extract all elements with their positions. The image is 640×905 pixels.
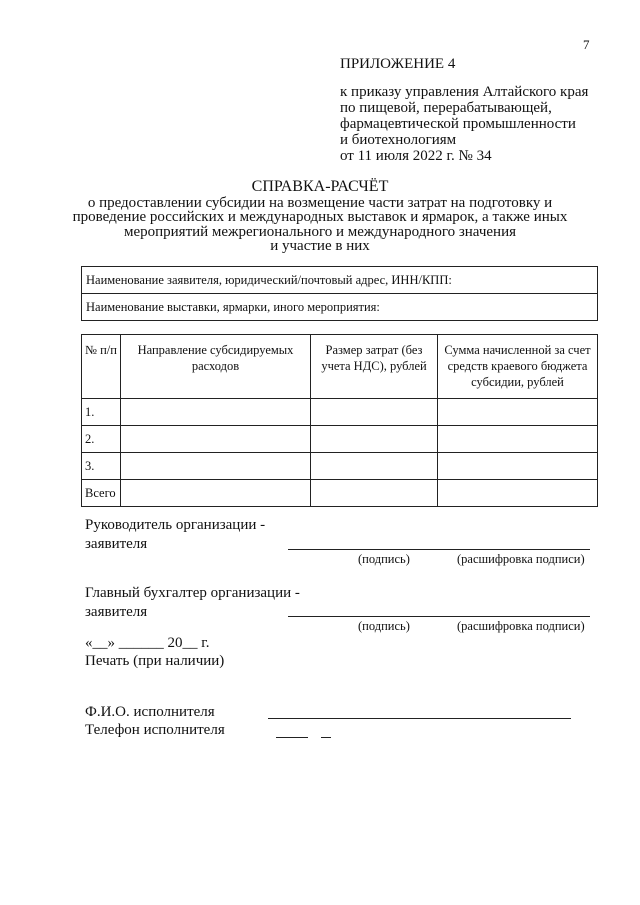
appendix-line: от 11 июля 2022 г. № 34 xyxy=(340,148,492,164)
header-cost: Размер затрат (без учета НДС), рублей xyxy=(311,335,438,399)
accountant-signature-label xyxy=(85,584,300,622)
appendix-line: фармацевтической промышленности xyxy=(340,116,576,132)
table-cell xyxy=(438,399,598,426)
table-cell xyxy=(121,480,311,507)
table-row xyxy=(82,453,598,480)
label-line: заявителя xyxy=(85,604,148,620)
table-cell xyxy=(311,399,438,426)
event-cell: Наименование выставки, ярмарки, иного мероприятия: xyxy=(82,294,598,321)
label-line: Руководитель организации - xyxy=(85,517,266,533)
head-signature-label xyxy=(85,516,265,554)
signature-line xyxy=(288,549,590,550)
subtitle-line: мероприятий межрегионального и международного значения xyxy=(123,223,517,240)
document-title xyxy=(0,180,640,254)
row-label: Всего xyxy=(82,480,121,507)
table-row xyxy=(82,267,598,294)
label-line: Главный бухгалтер организации - xyxy=(85,585,300,601)
header-row xyxy=(82,335,598,399)
subtitle-line: проведение российских и международных выставок и ярмарок, а также иных xyxy=(72,209,568,225)
table-cell xyxy=(311,480,438,507)
executor-line xyxy=(268,718,571,719)
table-row xyxy=(82,399,598,426)
phone-line xyxy=(276,737,308,738)
table-row xyxy=(82,426,598,453)
table-cell xyxy=(121,399,311,426)
row-label: 2. xyxy=(82,426,121,453)
phone-label: Телефон исполнителя xyxy=(85,722,225,738)
table-cell xyxy=(121,453,311,480)
signature-caption: (подпись) xyxy=(358,619,410,633)
header-direction: Направление субсидируемых расходов xyxy=(121,335,311,399)
table-cell xyxy=(311,453,438,480)
table-cell xyxy=(438,453,598,480)
phone-line xyxy=(321,737,331,738)
decoding-caption: (расшифровка подписи) xyxy=(457,619,585,633)
subtitle-line: и участие в них xyxy=(270,238,370,254)
table-cell xyxy=(438,480,598,507)
info-table xyxy=(81,266,598,321)
table-cell xyxy=(311,426,438,453)
row-label: 3. xyxy=(82,453,121,480)
signature-caption: (подпись) xyxy=(358,552,410,566)
signature-line xyxy=(288,616,590,617)
calc-table xyxy=(81,334,598,507)
executor-label: Ф.И.О. исполнителя xyxy=(85,704,215,720)
header-subsidy: Сумма начисленной за счет средств краевого бюджета субсидии, рублей xyxy=(438,335,598,399)
row-label: 1. xyxy=(82,399,121,426)
appendix-title: ПРИЛОЖЕНИЕ 4 xyxy=(340,56,456,72)
title-main: СПРАВКА-РАСЧЁТ xyxy=(251,178,389,195)
decoding-caption: (расшифровка подписи) xyxy=(457,552,585,566)
subtitle-line: о предоставлении субсидии на возмещение части затрат на подготовку и xyxy=(87,194,553,211)
table-cell xyxy=(438,426,598,453)
appendix-line: к приказу управления Алтайского края xyxy=(340,84,589,100)
date-line: «__» ______ 20__ г. xyxy=(85,635,210,651)
table-row xyxy=(82,480,598,507)
appendix-line: и биотехнологиям xyxy=(340,132,457,148)
header-num: № п/п xyxy=(82,335,121,399)
applicant-cell: Наименование заявителя, юридический/почтовый адрес, ИНН/КПП: xyxy=(82,267,598,294)
appendix-block xyxy=(340,56,588,164)
table-cell xyxy=(121,426,311,453)
page-number: 7 xyxy=(583,37,590,52)
table-row xyxy=(82,294,598,321)
label-line: заявителя xyxy=(85,536,148,552)
appendix-line: по пищевой, перерабатывающей, xyxy=(340,100,552,116)
stamp-label: Печать (при наличии) xyxy=(85,653,225,669)
